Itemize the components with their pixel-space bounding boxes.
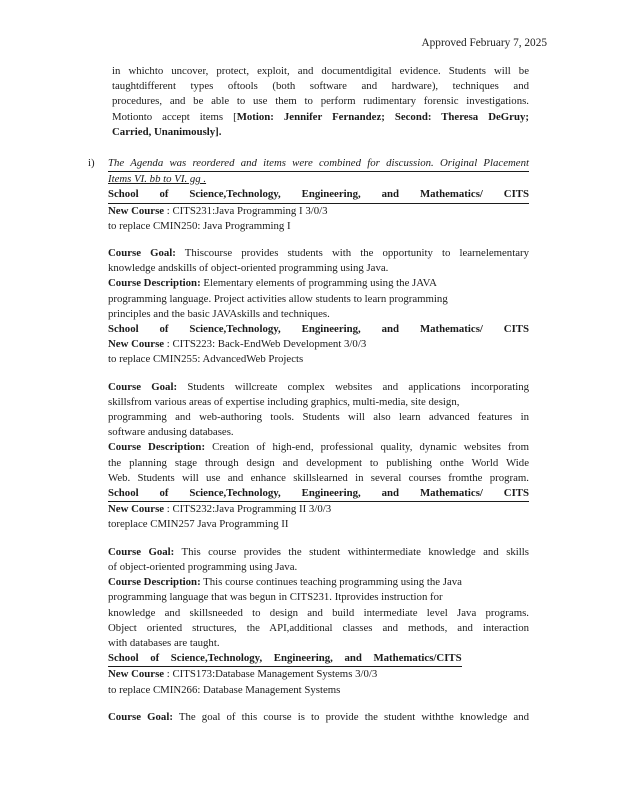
text-run: to replace CMIN255: AdvancedWeb Projects bbox=[108, 353, 304, 366]
text-run: of object-oriented programming using Java. bbox=[108, 560, 298, 573]
text-run: skillsfrom various areas of expertise including graphics, multi-media, site design, bbox=[108, 395, 460, 408]
course-text-line bbox=[108, 395, 529, 410]
text-run: : CITS173:Database Management Systems 3/0/3 bbox=[164, 668, 378, 681]
course-text-line bbox=[108, 606, 529, 621]
course-text-line bbox=[108, 456, 529, 471]
text-run: School of Science,Technology, Engineering, and Mathematics/ CITS bbox=[108, 323, 529, 336]
course-description-line bbox=[108, 575, 529, 590]
blank-line bbox=[108, 234, 529, 246]
bold-run: Course Description: bbox=[108, 277, 201, 290]
new-course-line bbox=[108, 502, 529, 517]
text-run: Thiscourse provides students with the opportunity to learnelementary bbox=[175, 247, 529, 260]
text-run: The Agenda was reordered and items were combined for discussion. Original Placement bbox=[108, 157, 529, 170]
course-text-line bbox=[108, 560, 529, 575]
school-heading bbox=[108, 322, 529, 337]
course-description-line bbox=[108, 276, 529, 291]
text-run: The goal of this course is to provide the student withthe knowledge and bbox=[172, 710, 529, 723]
bold-run: New Course bbox=[108, 503, 165, 516]
course-text-line bbox=[108, 410, 529, 425]
intro-line bbox=[112, 64, 529, 79]
text-run: taughtdifferent types oftools (both software and hardware), techniques and bbox=[112, 80, 529, 93]
school-heading bbox=[108, 486, 529, 502]
text-run: programming language that was begun in CITS231. Itprovides instruction for bbox=[108, 591, 443, 604]
course-text-line bbox=[108, 292, 529, 307]
agenda-note-line bbox=[108, 172, 529, 187]
bold-run: New Course bbox=[108, 338, 165, 351]
bold-run: Course Goal: bbox=[108, 545, 175, 558]
to-replace-line bbox=[108, 683, 529, 698]
text-run: principles and the basic JAVAskills and techniques. bbox=[108, 307, 330, 320]
approved-date: Approved February 7, 2025 bbox=[421, 37, 547, 49]
text-run: School of Science,Technology, Engineering, and Mathematics/ CITS bbox=[108, 487, 529, 500]
item-content bbox=[108, 156, 529, 725]
text-run: School of Science,Technology, Engineering, and Mathematics/ CITS bbox=[108, 188, 529, 201]
text-run: : CITS232:Java Programming II 3/0/3 bbox=[164, 503, 332, 516]
agenda-note-line bbox=[108, 156, 529, 172]
bold-run: Course Goal: bbox=[108, 247, 176, 260]
text-run: programming and web-authoring tools. Students will also learn advanced features in bbox=[108, 411, 529, 424]
bold-run: Course Goal: bbox=[108, 380, 178, 393]
blank-line bbox=[108, 533, 529, 545]
text-run: Students willcreate complex websites and applications incorporating bbox=[177, 380, 530, 393]
to-replace-line bbox=[108, 219, 529, 234]
text-run: in whichto uncover, protect, exploit, and documentdigital evidence. Students will be bbox=[112, 65, 529, 77]
course-text-line bbox=[108, 471, 529, 486]
text-run: Elementary elements of programming using the JAVA bbox=[200, 277, 437, 290]
text-run: This course provides the student withintermediate knowledge and skills bbox=[174, 545, 529, 558]
blank-line bbox=[108, 698, 529, 710]
blank-line bbox=[108, 368, 529, 380]
text-run: to replace CMIN250: Java Programming I bbox=[108, 219, 291, 232]
intro-line bbox=[112, 79, 529, 94]
text-run: : CITS223: Back-EndWeb Development 3/0/3 bbox=[164, 338, 367, 351]
new-course-line bbox=[108, 204, 529, 219]
text-run: : CITS231:Java Programming I 3/0/3 bbox=[164, 204, 328, 217]
bold-run: New Course bbox=[108, 204, 165, 217]
to-replace-line bbox=[108, 517, 529, 532]
bold-run: New Course bbox=[108, 668, 165, 681]
text-run: Items VI. bb to VI. gg . bbox=[108, 173, 207, 186]
school-heading bbox=[108, 651, 462, 667]
course-goal-line bbox=[108, 710, 529, 725]
text-run: with databases are taught. bbox=[108, 636, 220, 649]
text-run: knowledge and skillsneeded to design and build intermediate level Java programs. bbox=[108, 606, 529, 619]
text-run: the planning stage through design and development to publishing onthe World Wide bbox=[108, 456, 529, 469]
course-text-line bbox=[108, 261, 529, 276]
document-body bbox=[88, 64, 530, 725]
text-run: This course continues teaching programming using the Java bbox=[200, 576, 462, 589]
bold-run: Course Description: bbox=[108, 576, 201, 589]
intro-line bbox=[112, 125, 529, 140]
course-goal-line bbox=[108, 545, 529, 560]
bold-run: Course Goal: bbox=[108, 710, 173, 723]
text-run: toreplace CMIN257 Java Programming II bbox=[108, 518, 289, 531]
bold-run: Carried, Unanimously]. bbox=[112, 125, 222, 138]
course-text-line bbox=[108, 425, 529, 440]
new-course-line bbox=[108, 667, 529, 682]
course-goal-line bbox=[108, 246, 529, 261]
intro-paragraph bbox=[112, 64, 529, 140]
new-course-line bbox=[108, 337, 529, 352]
item-marker: i) bbox=[88, 157, 95, 170]
school-heading bbox=[108, 187, 529, 203]
text-run: School of Science,Technology, Engineering, and Mathematics/CITS bbox=[108, 652, 462, 665]
course-text-line bbox=[108, 621, 529, 636]
text-run: knowledge andskills of object-oriented programming using Java. bbox=[108, 262, 389, 275]
agenda-item bbox=[88, 156, 530, 725]
text-run: Object oriented structures, the API,additional classes and methods, and interaction bbox=[108, 621, 529, 634]
text-run: procedures, and be able to use them to perform rudimentary forensic investigations. bbox=[112, 95, 529, 108]
course-description-line bbox=[108, 440, 529, 455]
intro-line bbox=[112, 94, 529, 109]
intro-line bbox=[112, 110, 529, 125]
text-run: Web. Students will use and enhance skillslearned in several courses fromthe program. bbox=[108, 471, 529, 484]
course-text-line bbox=[108, 307, 529, 322]
course-text-line bbox=[108, 636, 529, 651]
text-run: to replace CMIN266: Database Management Systems bbox=[108, 683, 341, 696]
bold-run: Motion: Jennifer Fernandez; Second: Theresa DeGruy; bbox=[236, 110, 529, 123]
text-run: Motionto accept items [ bbox=[112, 110, 237, 123]
course-goal-line bbox=[108, 380, 529, 395]
text-run: Creation of high-end, professional quality, dynamic websites from bbox=[205, 441, 529, 454]
bold-run: Course Description: bbox=[108, 441, 206, 454]
course-text-line bbox=[108, 590, 529, 605]
to-replace-line bbox=[108, 352, 529, 367]
text-run: software andusing databases. bbox=[108, 426, 234, 439]
text-run: programming language. Project activities allow students to learn programming bbox=[108, 292, 448, 305]
